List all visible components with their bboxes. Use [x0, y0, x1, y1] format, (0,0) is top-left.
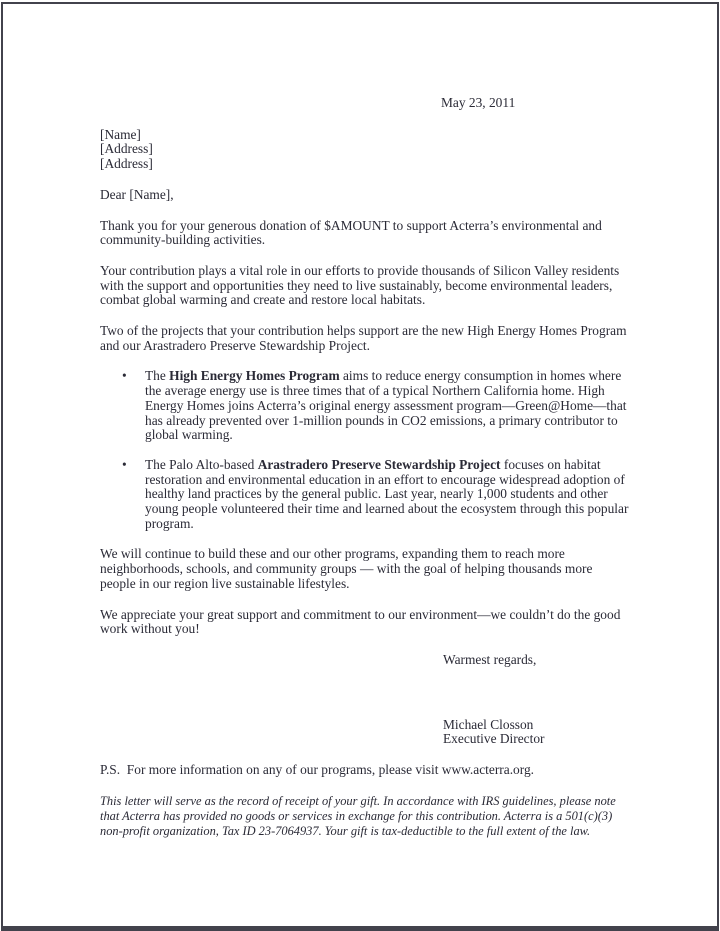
- bullet-icon: •: [122, 456, 127, 472]
- signature-block: [443, 718, 631, 747]
- paragraph-contribution: Your contribution plays a vital role in our efforts to provide thousands of Silicon Valley residents with the support and opportunities they need to live sustainably, become environmental leaders, combat global warming and create and restore local habitats.: [100, 262, 620, 308]
- bullet-item-high-energy-homes: [122, 368, 631, 443]
- recipient-block: [100, 128, 631, 172]
- postscript: P.S. For more information on any of our programs, please visit www.acterra.org.: [100, 762, 534, 778]
- bullet-program-name: Arastradero Preserve Stewardship Project: [257, 456, 501, 472]
- paragraph-projects: Two of the projects that your contribution helps support are the new High Energy Homes Program and our Arastradero Preserve Stewardship Project.: [100, 323, 627, 353]
- letter-page: [1, 2, 719, 931]
- signer-name: Michael Closson: [443, 716, 534, 732]
- bullet-text-suffix: aims to reduce energy consumption in homes where the average energy use is three times that of a typical Northern California home. High Energy Homes joins Acterra’s original energy assessment program—Green@Home—that has already prevented over 1-million pounds in CO2 emissions, a primary contributor to global warming.: [145, 368, 627, 443]
- bullet-text-suffix: focuses on habitat restoration and environmental education in an effort to encourage widespread adoption of healthy land practices by the general public. Last year, nearly 1,000 students and other young people volunteered their time and learned about the ecosystem through this popular program.: [145, 456, 629, 531]
- salutation: Dear [Name],: [100, 186, 174, 202]
- signer-title: Executive Director: [443, 731, 545, 747]
- recipient-address-line-2: [Address]: [100, 156, 153, 172]
- paragraph-appreciate: We appreciate your great support and commitment to our environment—we couldn’t do the good work without you!: [100, 606, 621, 637]
- valediction: Warmest regards,: [443, 651, 537, 667]
- paragraph-continue: We will continue to build these and our other programs, expanding them to reach more neighborhoods, schools, and community groups — with the goal of helping thousands more people in our region live sustainable lifestyles.: [100, 546, 593, 591]
- bullet-icon: •: [122, 368, 127, 384]
- footer-receipt-note: This letter will serve as the record of receipt of your gift. In accordance with IRS guidelines, please note that Acterra has provided no goods or services in exchange for this contribution. Acterra is a 501(c)(3) non-profit organization, Tax ID 23-7064937. Your gift is tax-deductible to the full extent of the law.: [100, 793, 616, 838]
- letter-content: [3, 4, 717, 839]
- date-line: May 23, 2011: [441, 95, 516, 110]
- recipient-address-line-1: [Address]: [100, 141, 153, 157]
- bullet-text-prefix: The Palo Alto-based: [145, 456, 258, 472]
- paragraph-thank-you: Thank you for your generous donation of $AMOUNT to support Acterra’s environmental and community-building activities.: [100, 217, 602, 248]
- recipient-name: [Name]: [100, 126, 141, 142]
- program-bullet-list: [122, 368, 631, 531]
- bullet-program-name: High Energy Homes Program: [169, 368, 340, 384]
- bullet-text-prefix: The: [145, 368, 170, 384]
- bullet-item-arastradero-preserve: [122, 456, 631, 532]
